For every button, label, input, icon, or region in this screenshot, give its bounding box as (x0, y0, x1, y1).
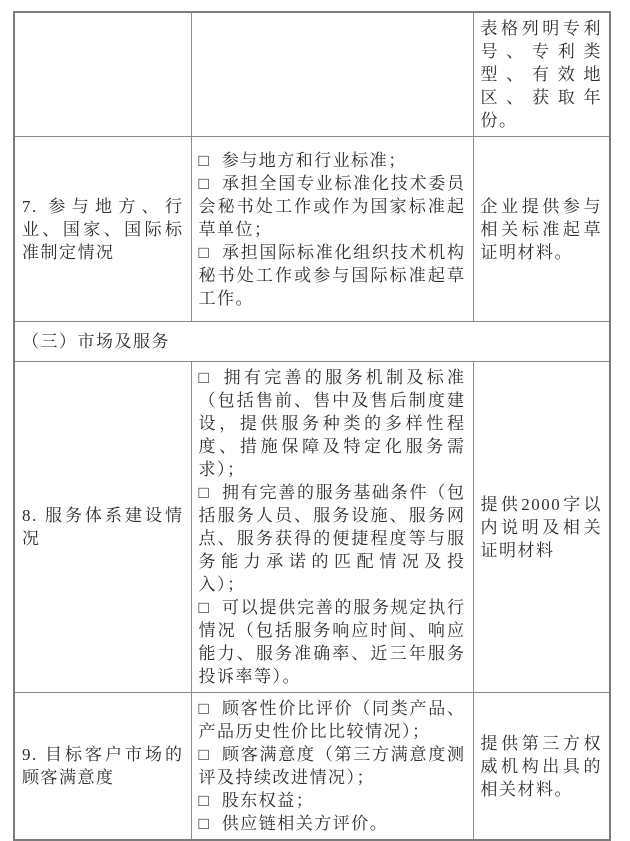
checkbox-icon: □ (198, 173, 209, 193)
option-item (199, 789, 466, 812)
table-row-continuation (14, 12, 610, 137)
option-item (199, 743, 466, 789)
table-row-8 (14, 362, 610, 693)
checkbox-icon: □ (198, 791, 209, 810)
checkbox-icon: □ (198, 598, 209, 617)
option-item (199, 697, 466, 743)
materials-cell: 提供第三方权威机构出具的相关材料。 (473, 693, 610, 841)
checkbox-icon: □ (198, 483, 209, 502)
option-label: 顾客性价比评价（同类产品、产品历史性价比比较情况）； (198, 699, 466, 741)
option-label: 拥有完善的服务机制及标准（包括售前、售中及售后制度建设，提供服务种类的多样性程度、措施保障及特定化服务需求）； (198, 368, 466, 479)
materials-cell: 提供2000字以内说明及相关证明材料 (473, 362, 610, 693)
options-cell-empty (191, 12, 473, 137)
checkbox-icon: □ (198, 150, 209, 170)
checkbox-icon: □ (198, 814, 209, 833)
materials-cell: 企业提供参与相关标准起草证明材料。 (473, 137, 610, 322)
criteria-cell-empty (14, 12, 191, 137)
option-label: 顾客满意度（第三方满意度测评及持续改进情况）； (198, 745, 466, 787)
option-label: 承担全国专业标准化技术委员会秘书处工作或作为国家标准起草单位； (198, 173, 466, 239)
criteria-cell: 9. 目标客户市场的顾客满意度 (14, 693, 191, 841)
options-cell (191, 362, 473, 693)
option-item (199, 366, 466, 481)
table-row-section-header (14, 322, 610, 362)
materials-cell: 表格列明专利号、专利类型、有效地区、获取年份。 (473, 12, 610, 137)
evaluation-criteria-table (13, 11, 611, 841)
checkbox-icon: □ (198, 745, 209, 764)
option-label: 参与地方和行业标准； (221, 150, 407, 170)
section-header-cell: （三）市场及服务 (14, 322, 610, 362)
option-label: 供应链相关方评价。 (221, 814, 389, 833)
option-item (199, 481, 466, 596)
option-item (199, 596, 466, 688)
table-row-9 (14, 693, 610, 841)
checkbox-icon: □ (198, 368, 209, 387)
option-label: 拥有完善的服务基础条件（包括服务人员、服务设施、服务网点、服务获得的便捷程度等与服务能力承诺的匹配情况及投入）； (198, 483, 466, 594)
checkbox-icon: □ (198, 242, 209, 262)
criteria-cell: 7. 参与地方、行业、国家、国际标准制定情况 (14, 137, 191, 322)
options-cell (191, 693, 473, 841)
option-item (199, 172, 466, 241)
option-label: 股东权益； (221, 791, 315, 810)
checkbox-icon: □ (198, 699, 209, 718)
option-label: 承担国际标准化组织技术机构秘书处工作或参与国际标准起草工作。 (198, 242, 466, 308)
options-cell (191, 137, 473, 322)
option-item (199, 812, 466, 835)
option-label: 可以提供完善的服务规定执行情况（包括服务响应时间、响应能力、服务准确率、近三年服务投诉率等）。 (198, 598, 466, 686)
table-row-7 (14, 137, 610, 322)
criteria-cell: 8. 服务体系建设情况 (14, 362, 191, 693)
option-item (199, 241, 466, 310)
option-item (199, 149, 466, 172)
